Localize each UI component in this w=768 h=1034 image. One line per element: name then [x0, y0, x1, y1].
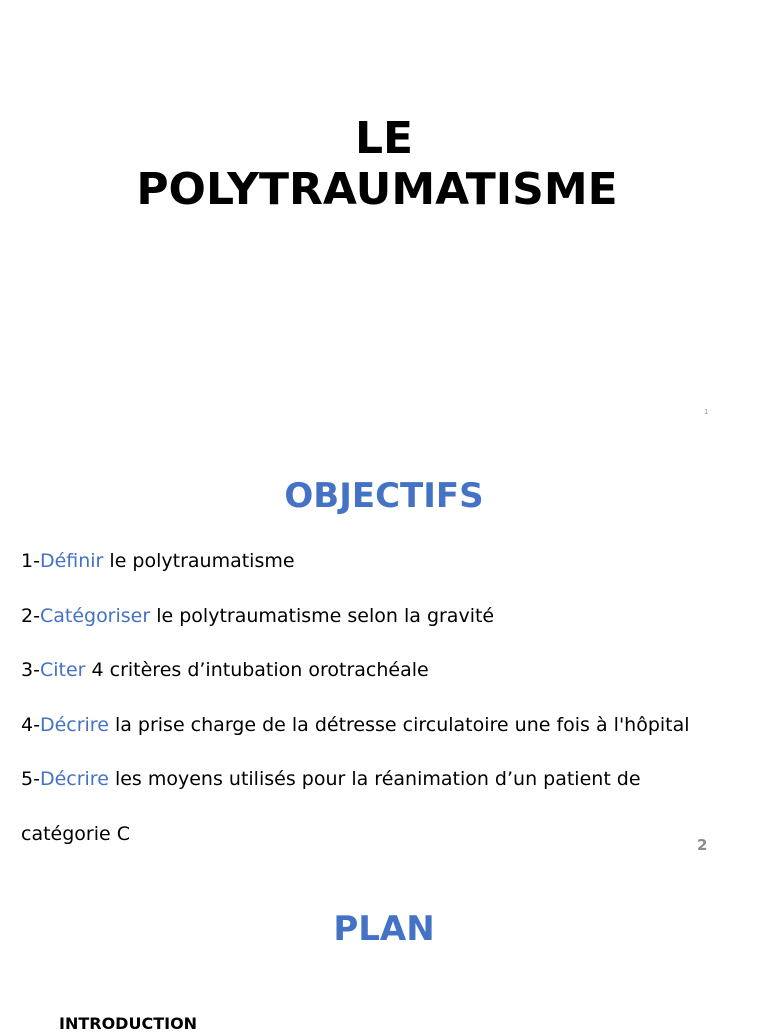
objectifs-heading: OBJECTIFS	[284, 476, 484, 516]
page-number-2: 2	[697, 836, 708, 854]
objective-text: 4 critères d’intubation orotrachéale	[85, 659, 429, 681]
objective-verb: Catégoriser	[39, 604, 151, 627]
objective-number: 5-	[21, 768, 40, 790]
objective-verb: Citer	[39, 659, 86, 681]
objective-text: la prise charge de la détresse circulatoire une fois à l'hôpital	[108, 713, 690, 736]
objective-verb: Définir	[39, 550, 104, 572]
objective-number: 2-	[21, 604, 40, 627]
objective-item-3	[21, 657, 761, 712]
objective-item-1	[21, 548, 761, 603]
objective-text: catégorie C	[21, 822, 130, 845]
objective-item-5	[21, 766, 761, 821]
objective-item-5-continued	[21, 821, 761, 876]
title-line-1: LE	[354, 113, 414, 164]
objective-text: les moyens utilisés pour la réanimation d’un patient de	[108, 768, 641, 790]
objective-verb: Décrire	[39, 768, 109, 790]
objective-verb: Décrire	[39, 713, 109, 736]
objective-number: 3-	[21, 659, 40, 681]
objective-number: 1-	[21, 550, 40, 572]
objective-text: le polytraumatisme	[103, 550, 295, 572]
objectives-list	[21, 548, 761, 875]
title-line-2: POLYTRAUMATISME	[136, 164, 618, 215]
slide-title	[0, 113, 768, 215]
objective-text: le polytraumatisme selon la gravité	[150, 604, 495, 627]
objective-item-4	[21, 712, 761, 767]
objective-number: 4-	[21, 713, 40, 736]
plan-heading: PLAN	[333, 909, 435, 949]
plan-item-introduction: INTRODUCTION	[59, 1014, 198, 1033]
page-number-1: 1	[704, 408, 709, 416]
objective-item-2	[21, 603, 761, 658]
